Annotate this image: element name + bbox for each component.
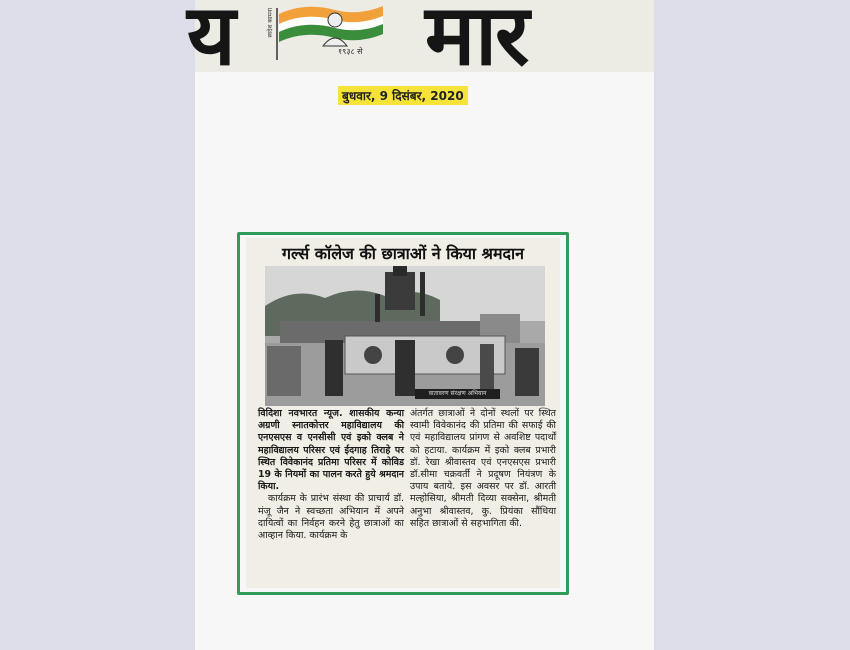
issue-date: बुधवार, 9 दिसंबर, 2020	[338, 86, 468, 105]
article-paragraph: कार्यक्रम के प्रारंभ संस्था की प्राचार्य डॉ. मंजू जैन ने स्वच्छता अभियान में अपने दायित्वों का निर्वहन करने हेतु छात्राओं का आव्हान किया. कार्यक्रम के	[258, 493, 404, 542]
article-photo	[265, 266, 545, 406]
logo-side-text: स्वदेश कामना	[267, 8, 274, 38]
article-headline: गर्ल्स कॉलेज की छात्राओं ने किया श्रमदान	[281, 244, 525, 263]
article-body	[256, 408, 556, 586]
flag-logo-icon	[265, 2, 385, 64]
masthead-title-right: मार	[425, 0, 528, 84]
article-paragraph: विदिशा नवभारत न्यूज. शासकीय कन्या अग्रणी स्नातकोत्तर महाविद्यालय की एनएसएस व एनसीसी एवं इको क्लब ने महाविद्यालय परिसर एवं ईदगाह तिराहे पर स्थित विवेकानंद प्रतिमा परिसर में कोविड 19 के नियमों का पालन करते हुये श्रमदान किया.	[258, 408, 404, 493]
newspaper-logo	[265, 2, 385, 64]
news-clipping	[246, 238, 560, 588]
photo-banner-text: वातावरण संरक्षण अभियान	[415, 389, 500, 399]
masthead-title-left: य	[187, 0, 234, 84]
article-column-right	[410, 408, 556, 530]
article-column-left	[258, 408, 404, 542]
article-paragraph: अंतर्गत छात्राओं ने दोनों स्थलों पर स्थित स्वामी विवेकानंद की प्रतिमा की सफाई की एवं महाविद्यालय प्रांगण से अवशिष्ट पदार्थों को हटाया. कार्यक्रम में इको क्लब प्रभारी डॉ. रेखा श्रीवास्तव एवं एनएसएस प्रभारी डॉ.सीमा चक्रवर्ती ने प्रदूषण नियंत्रण के उपाय बताये. इस अवसर पर डॉ. आरती मल्होसिया, श्रीमती दिव्या सक्सेना, श्रीमती अनुभा श्रीवास्तव, कु. प्रियंका सौंधिया सहित छात्राओं से सहभागिता की.	[410, 408, 556, 529]
logo-year: १९३८ से	[338, 47, 363, 56]
masthead	[187, 0, 654, 84]
